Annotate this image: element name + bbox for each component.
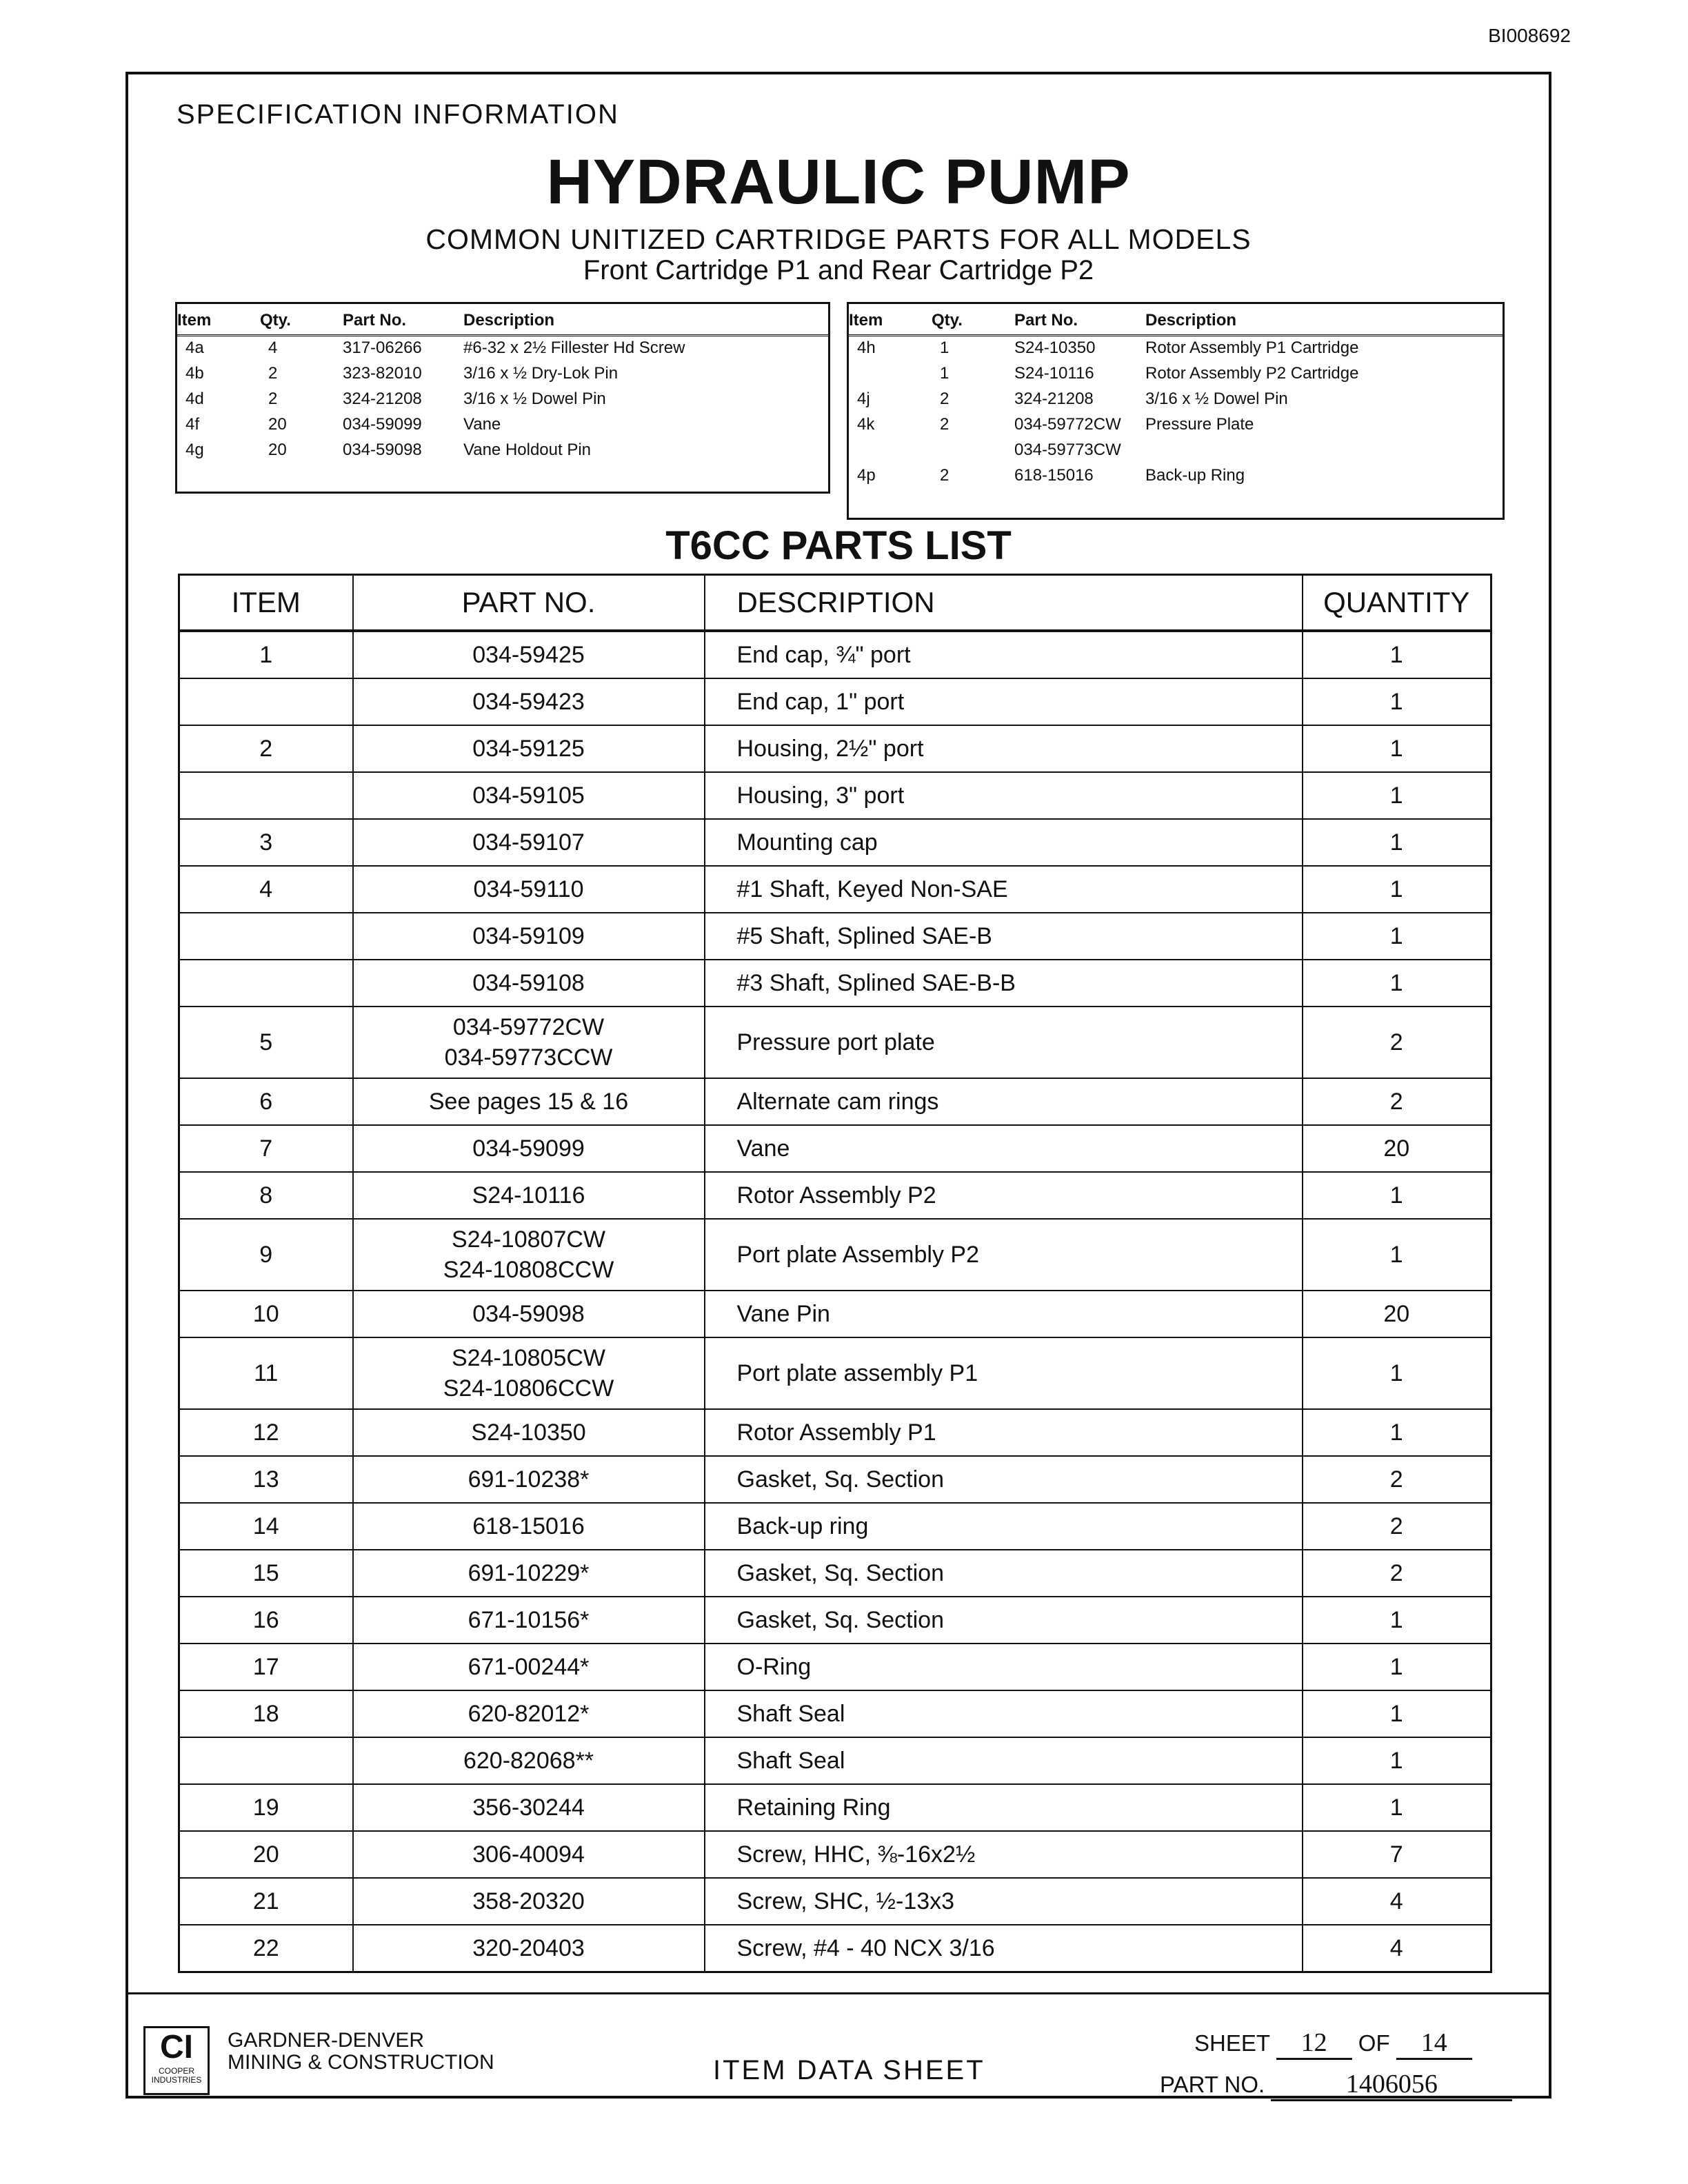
cartridge-cell-qty: 2 (268, 364, 278, 383)
part-no-value: See pages 15 & 16 (428, 1089, 629, 1115)
description-cell: #1 Shaft, Keyed Non-SAE (705, 866, 1303, 913)
item-data-sheet-label: ITEM DATA SHEET (713, 2055, 985, 2085)
cartridge-col-part-no: Part No. (343, 304, 463, 336)
cartridge-cell-part-no: 317-06266 (343, 338, 422, 357)
item-cell: 20 (179, 1831, 353, 1878)
part-no-value-alt: S24-10806CCW (443, 1375, 614, 1402)
part-no-cell (353, 1644, 705, 1690)
item-cell: 13 (179, 1456, 353, 1503)
column-header-item: ITEM (179, 575, 353, 631)
quantity-cell: 7 (1303, 1831, 1491, 1878)
cartridge-cell-qty: 20 (268, 415, 287, 434)
description-cell: Screw, SHC, ½-13x3 (705, 1878, 1303, 1925)
part-no-value: 034-59098 (472, 1301, 585, 1327)
item-cell (179, 772, 353, 819)
description-cell: Screw, #4 - 40 NCX 3/16 (705, 1925, 1303, 1972)
table-row (179, 1125, 1491, 1172)
quantity-cell: 1 (1303, 866, 1491, 913)
cartridge-cell-description (1145, 438, 1503, 464)
quantity-cell: 1 (1303, 960, 1491, 1007)
quantity-cell: 20 (1303, 1291, 1491, 1337)
parts-header-row (179, 575, 1491, 631)
part-no-value: 691-10238* (468, 1466, 590, 1493)
part-no-cell (353, 819, 705, 866)
item-cell: 4 (179, 866, 353, 913)
description-cell: Housing, 2½" port (705, 725, 1303, 772)
quantity-cell: 1 (1303, 1690, 1491, 1737)
cartridge-cell-description: 3/16 x ½ Dowel Pin (463, 390, 606, 408)
part-no-value: S24-10350 (471, 1419, 586, 1446)
part-no-value: 358-20320 (472, 1888, 585, 1914)
cartridge-row (849, 464, 1503, 489)
document-id: BI008692 (1488, 25, 1571, 46)
description-cell: Mounting cap (705, 819, 1303, 866)
table-row (179, 1644, 1491, 1690)
cartridge-cell-item: 4d (185, 390, 204, 408)
table-row (179, 1503, 1491, 1550)
part-no-value: 034-59108 (472, 970, 585, 996)
company-division: MINING & CONSTRUCTION (228, 2051, 494, 2074)
parts-list-body (179, 631, 1491, 1972)
cartridge-cell-description: Vane (463, 415, 501, 434)
quantity-cell: 20 (1303, 1125, 1491, 1172)
logo-mark: CI (160, 2029, 193, 2065)
parts-list-title: T6CC PARTS LIST (665, 523, 1012, 568)
cartridge-body-right (849, 336, 1503, 490)
table-row (179, 866, 1491, 913)
part-no-cell (353, 1219, 705, 1291)
item-cell (179, 678, 353, 725)
item-cell: 5 (179, 1007, 353, 1078)
description-cell: Port plate Assembly P2 (705, 1219, 1303, 1291)
cartridge-cell-item: 4f (185, 415, 200, 434)
table-row (179, 631, 1491, 678)
cartridge-row (849, 387, 1503, 413)
part-no-value: 034-59105 (472, 782, 585, 809)
quantity-cell: 1 (1303, 725, 1491, 772)
cartridge-row (849, 413, 1503, 438)
cartridge-col-description: Description (463, 304, 828, 336)
cartridge-row (849, 362, 1503, 387)
part-no-value-alt: S24-10808CCW (443, 1257, 614, 1283)
description-cell: End cap, ¾" port (705, 631, 1303, 678)
quantity-cell: 2 (1303, 1503, 1491, 1550)
part-no-value: 1406056 (1271, 2069, 1512, 2101)
description-cell: Gasket, Sq. Section (705, 1550, 1303, 1597)
part-no-cell (353, 1409, 705, 1456)
cartridge-cell-description: Vane Holdout Pin (463, 441, 592, 459)
cartridge-header-row (849, 304, 1503, 336)
description-cell: Screw, HHC, ⅜-16x2½ (705, 1831, 1303, 1878)
item-cell: 22 (179, 1925, 353, 1972)
part-no-value: 618-15016 (472, 1513, 585, 1539)
quantity-cell: 1 (1303, 772, 1491, 819)
cartridge-cell-part-no: 324-21208 (343, 390, 422, 408)
table-row (179, 772, 1491, 819)
table-row (179, 1925, 1491, 1972)
cartridge-cell-item: 4b (185, 364, 204, 383)
cartridge-cell-qty: 20 (268, 441, 287, 459)
cooper-logo (143, 2026, 210, 2095)
part-no-cell (353, 1878, 705, 1925)
cartridge-col-qty: Qty. (932, 304, 1014, 336)
cartridge-cell-qty: 2 (940, 466, 950, 485)
table-row (179, 1456, 1491, 1503)
column-header-description: DESCRIPTION (705, 575, 1303, 631)
cartridge-col-description: Description (1145, 304, 1503, 336)
table-row (179, 1409, 1491, 1456)
item-cell: 7 (179, 1125, 353, 1172)
sheet-num-value: 12 (1276, 2028, 1352, 2060)
part-no-cell (353, 725, 705, 772)
quantity-cell: 2 (1303, 1078, 1491, 1125)
table-row (179, 1784, 1491, 1831)
cartridge-cell-part-no: 034-59099 (343, 415, 422, 434)
description-cell: #3 Shaft, Splined SAE-B-B (705, 960, 1303, 1007)
table-row (179, 1550, 1491, 1597)
cartridge-cell-item: 4h (857, 338, 876, 357)
quantity-cell: 2 (1303, 1550, 1491, 1597)
quantity-cell: 1 (1303, 1597, 1491, 1644)
item-cell: 9 (179, 1219, 353, 1291)
quantity-cell: 4 (1303, 1878, 1491, 1925)
item-cell: 6 (179, 1078, 353, 1125)
cartridge-cell-qty: 2 (268, 390, 278, 408)
cartridge-col-item: Item (177, 304, 260, 336)
of-label: OF (1358, 2030, 1390, 2056)
item-cell: 14 (179, 1503, 353, 1550)
table-row (179, 819, 1491, 866)
item-cell: 2 (179, 725, 353, 772)
quantity-cell: 1 (1303, 631, 1491, 678)
part-no-cell (353, 678, 705, 725)
cartridge-body-left (177, 336, 828, 465)
description-cell: Vane Pin (705, 1291, 1303, 1337)
cartridge-row (177, 438, 828, 464)
quantity-cell: 1 (1303, 1784, 1491, 1831)
subtitle-cartridges: Front Cartridge P1 and Rear Cartridge P2 (583, 255, 1094, 285)
cartridge-cell-item (849, 362, 932, 387)
table-row (179, 725, 1491, 772)
part-no-value: 320-20403 (472, 1935, 585, 1961)
item-cell (179, 1737, 353, 1784)
part-no-value: 034-59109 (472, 923, 585, 949)
quantity-cell: 1 (1303, 913, 1491, 960)
cartridge-cell-item: 4j (857, 390, 870, 408)
part-no-value: S24-10805CW (451, 1345, 605, 1371)
description-cell: Retaining Ring (705, 1784, 1303, 1831)
part-no-value: S24-10116 (472, 1182, 585, 1209)
part-no-value: 356-30244 (472, 1794, 585, 1821)
part-no-value: 306-40094 (472, 1841, 585, 1868)
cartridge-cell-description: 3/16 x ½ Dry-Lok Pin (463, 364, 619, 383)
part-no-cell (353, 1597, 705, 1644)
cartridge-row (177, 336, 828, 363)
part-no-cell (353, 1831, 705, 1878)
cartridge-cell-qty: 1 (940, 364, 950, 383)
table-row (179, 1597, 1491, 1644)
cartridge-cell-description: Back-up Ring (1145, 466, 1245, 485)
cartridge-cell-item: 4p (857, 466, 876, 485)
column-header-part-no: PART NO. (353, 575, 705, 631)
description-cell: Housing, 3" port (705, 772, 1303, 819)
part-no-value: 671-00244* (468, 1654, 590, 1680)
table-row (179, 1878, 1491, 1925)
column-header-quantity: QUANTITY (1303, 575, 1491, 631)
quantity-cell: 1 (1303, 1644, 1491, 1690)
item-cell: 1 (179, 631, 353, 678)
part-no-cell (353, 1784, 705, 1831)
part-no-cell (353, 1125, 705, 1172)
table-row (179, 1078, 1491, 1125)
cartridge-cell-qty (932, 438, 1014, 464)
part-no-value: 034-59425 (472, 642, 585, 668)
cartridge-cell-qty: 2 (940, 390, 950, 408)
quantity-cell: 2 (1303, 1456, 1491, 1503)
cartridge-table-left (175, 302, 830, 494)
table-row (179, 1831, 1491, 1878)
part-no-cell (353, 1690, 705, 1737)
sheet-total-value: 14 (1396, 2028, 1472, 2060)
description-cell: #5 Shaft, Splined SAE-B (705, 913, 1303, 960)
item-cell: 15 (179, 1550, 353, 1597)
footer-part-number (1160, 2069, 1512, 2101)
logo-text: COOPER INDUSTRIES (151, 2066, 202, 2085)
part-no-cell (353, 1737, 705, 1784)
table-row (179, 960, 1491, 1007)
cartridge-row (177, 387, 828, 413)
part-no-value: 671-10156* (468, 1607, 590, 1633)
quantity-cell: 4 (1303, 1925, 1491, 1972)
part-no-value: 034-59125 (472, 736, 585, 762)
description-cell: Alternate cam rings (705, 1078, 1303, 1125)
part-no-cell (353, 1503, 705, 1550)
item-cell: 11 (179, 1337, 353, 1409)
part-no-value: 034-59107 (472, 829, 585, 856)
part-no-cell (353, 913, 705, 960)
cartridge-cell-part-no: S24-10116 (1014, 364, 1094, 383)
item-cell: 18 (179, 1690, 353, 1737)
part-no-cell (353, 1291, 705, 1337)
cartridge-cell-part-no: S24-10350 (1014, 338, 1096, 357)
company-name: GARDNER-DENVER (228, 2029, 425, 2052)
cartridge-cell-part-no: 034-59772CW (1014, 415, 1121, 434)
part-no-value: 620-82068** (463, 1748, 594, 1774)
cartridge-cell-item (849, 438, 932, 464)
cartridge-cell-qty: 2 (940, 415, 950, 434)
description-cell: Rotor Assembly P1 (705, 1409, 1303, 1456)
part-no-value: 034-59772CW (452, 1014, 605, 1040)
cartridge-cell-description: 3/16 x ½ Dowel Pin (1145, 390, 1288, 408)
part-no-cell (353, 1172, 705, 1219)
sheet-label: SHEET (1194, 2030, 1270, 2056)
quantity-cell: 1 (1303, 1337, 1491, 1409)
cartridge-header-row (177, 304, 828, 336)
item-cell: 8 (179, 1172, 353, 1219)
table-row (179, 1291, 1491, 1337)
item-cell: 16 (179, 1597, 353, 1644)
cartridge-cell-item: 4a (185, 338, 204, 357)
item-cell (179, 960, 353, 1007)
cartridge-cell-part-no: 034-59098 (343, 441, 422, 459)
cartridge-cell-description: Pressure Plate (1145, 415, 1254, 434)
cartridge-cell-description: Rotor Assembly P2 Cartridge (1145, 364, 1359, 383)
table-row (179, 678, 1491, 725)
cartridge-row (177, 413, 828, 438)
part-no-value: 691-10229* (468, 1560, 590, 1586)
table-row (179, 1690, 1491, 1737)
item-cell (179, 913, 353, 960)
part-no-value-alt: 034-59773CCW (444, 1044, 613, 1071)
part-no-cell (353, 631, 705, 678)
item-cell: 12 (179, 1409, 353, 1456)
cartridge-col-qty: Qty. (260, 304, 343, 336)
quantity-cell: 1 (1303, 678, 1491, 725)
part-no-label: PART NO. (1160, 2072, 1265, 2097)
quantity-cell: 1 (1303, 819, 1491, 866)
item-cell: 3 (179, 819, 353, 866)
cartridge-table-right (847, 302, 1505, 520)
description-cell: Back-up ring (705, 1503, 1303, 1550)
quantity-cell: 1 (1303, 1409, 1491, 1456)
part-no-cell (353, 1550, 705, 1597)
part-no-cell (353, 1337, 705, 1409)
cartridge-cell-item: 4g (185, 441, 204, 459)
quantity-cell: 1 (1303, 1737, 1491, 1784)
item-cell: 10 (179, 1291, 353, 1337)
part-no-cell (353, 1007, 705, 1078)
page-title: HYDRAULIC PUMP (546, 147, 1131, 217)
description-cell: Pressure port plate (705, 1007, 1303, 1078)
cartridge-cell-description: #6-32 x 2½ Fillester Hd Screw (463, 338, 685, 357)
cartridge-col-part-no: Part No. (1014, 304, 1145, 336)
table-row (179, 1007, 1491, 1078)
part-no-cell (353, 1456, 705, 1503)
part-no-value: 620-82012* (468, 1701, 590, 1727)
cartridge-cell-description: Rotor Assembly P1 Cartridge (1145, 338, 1359, 357)
part-no-value: 034-59423 (472, 689, 585, 715)
table-row (179, 1737, 1491, 1784)
table-row (179, 1172, 1491, 1219)
description-cell: Shaft Seal (705, 1690, 1303, 1737)
description-cell: Shaft Seal (705, 1737, 1303, 1784)
description-cell: Port plate assembly P1 (705, 1337, 1303, 1409)
cartridge-cell-qty: 1 (940, 338, 950, 357)
cartridge-row (849, 438, 1503, 464)
part-no-value: 034-59099 (472, 1135, 585, 1162)
item-cell: 21 (179, 1878, 353, 1925)
table-row (179, 1219, 1491, 1291)
description-cell: O-Ring (705, 1644, 1303, 1690)
footer (128, 1992, 1549, 2098)
cartridge-col-item: Item (849, 304, 932, 336)
description-cell: Gasket, Sq. Section (705, 1456, 1303, 1503)
description-cell: End cap, 1" port (705, 678, 1303, 725)
spec-sheet-frame (125, 72, 1551, 2099)
part-no-value: S24-10807CW (451, 1226, 605, 1253)
cartridge-row (177, 362, 828, 387)
cartridge-cell-qty: 4 (268, 338, 278, 357)
cartridge-cell-part-no: 034-59773CW (1014, 441, 1121, 459)
parts-list-table (178, 574, 1492, 1973)
part-no-cell (353, 866, 705, 913)
cartridge-row (849, 336, 1503, 363)
subtitle-common-parts: COMMON UNITIZED CARTRIDGE PARTS FOR ALL MODELS (425, 223, 1252, 255)
part-no-cell (353, 1078, 705, 1125)
table-row (179, 1337, 1491, 1409)
description-cell: Rotor Assembly P2 (705, 1172, 1303, 1219)
cartridge-cell-part-no: 618-15016 (1014, 466, 1094, 485)
cartridge-cell-part-no: 323-82010 (343, 364, 422, 383)
part-no-cell (353, 772, 705, 819)
description-cell: Gasket, Sq. Section (705, 1597, 1303, 1644)
item-cell: 17 (179, 1644, 353, 1690)
cartridge-cell-part-no: 324-21208 (1014, 390, 1094, 408)
quantity-cell: 1 (1303, 1172, 1491, 1219)
cartridge-cell-item: 4k (857, 415, 875, 434)
part-no-cell (353, 960, 705, 1007)
table-row (179, 913, 1491, 960)
item-cell: 19 (179, 1784, 353, 1831)
part-no-cell (353, 1925, 705, 1972)
description-cell: Vane (705, 1125, 1303, 1172)
part-no-value: 034-59110 (473, 876, 584, 902)
quantity-cell: 1 (1303, 1219, 1491, 1291)
spec-label: SPECIFICATION INFORMATION (177, 99, 619, 130)
sheet-number (1194, 2028, 1472, 2060)
quantity-cell: 2 (1303, 1007, 1491, 1078)
